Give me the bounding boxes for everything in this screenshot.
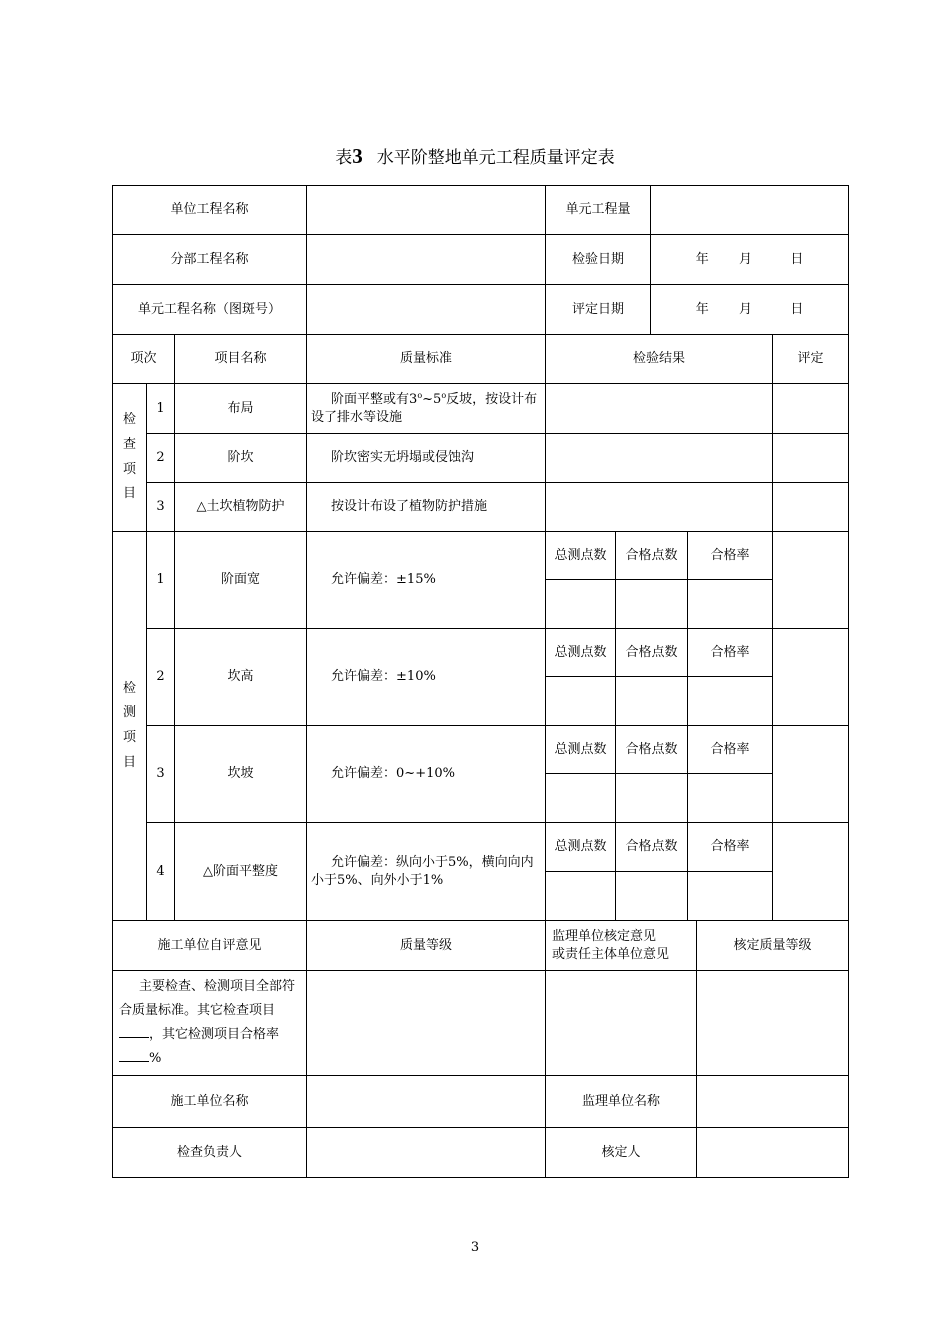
unit-project-name-field[interactable]: [307, 186, 546, 235]
measure-item-evaluation[interactable]: [773, 629, 849, 726]
quality-grade-label: 质量等级: [307, 921, 546, 971]
pass-rate-field[interactable]: [688, 677, 773, 726]
measure-item-no: 1: [147, 532, 175, 629]
unit-quantity-label: 单元工程量: [546, 186, 651, 235]
element-project-name-field[interactable]: [307, 285, 546, 335]
pass-rate-field[interactable]: [688, 872, 773, 921]
check-item-name: △土坎植物防护: [175, 483, 307, 532]
measure-item-evaluation[interactable]: [773, 823, 849, 921]
total-points-header: 总测点数: [546, 726, 616, 774]
contractor-name-label: 施工单位名称: [113, 1076, 307, 1128]
measure-item-evaluation[interactable]: [773, 532, 849, 629]
check-item-name: 阶坎: [175, 434, 307, 483]
measure-item-standard: 允许偏差：纵向小于5%，横向向内小于5%、向外小于1%: [307, 823, 546, 921]
qualified-points-field[interactable]: [616, 872, 688, 921]
measure-item-standard: 允许偏差：±15%: [307, 532, 546, 629]
contractor-name-field[interactable]: [307, 1076, 546, 1128]
measure-item-no: 2: [147, 629, 175, 726]
check-item-name: 布局: [175, 384, 307, 434]
check-item-standard: 阶面平整或有3$^o$~5$^o$反坡，按设计布设了排水等设施: [307, 384, 546, 434]
measure-item-name: 坎高: [175, 629, 307, 726]
qualified-points-field[interactable]: [616, 677, 688, 726]
verified-quality-grade-label: 核定质量等级: [697, 921, 849, 971]
element-project-name-label: 单元工程名称（图斑号）: [113, 285, 307, 335]
day-label: 日: [790, 301, 804, 317]
col-quality-standard: 质量标准: [307, 335, 546, 384]
check-item-no: 1: [147, 384, 175, 434]
pass-rate-blank[interactable]: [119, 1049, 149, 1062]
evaluation-date-field[interactable]: [651, 285, 849, 335]
verifier-label: 核定人: [546, 1128, 697, 1178]
inspector-field[interactable]: [307, 1128, 546, 1178]
check-item-standard: 阶坎密实无坍塌或侵蚀沟: [307, 434, 546, 483]
total-points-field[interactable]: [546, 677, 616, 726]
total-points-field[interactable]: [546, 872, 616, 921]
qualified-points-header: 合格点数: [616, 532, 688, 580]
month-label: 月: [739, 301, 753, 317]
unit-quantity-field[interactable]: [651, 186, 849, 235]
quality-evaluation-table: [112, 185, 849, 1178]
supervisor-name-label: 监理单位名称: [546, 1076, 697, 1128]
qualified-points-header: 合格点数: [616, 726, 688, 774]
total-points-header: 总测点数: [546, 532, 616, 580]
check-item-result[interactable]: [546, 483, 773, 532]
check-item-no: 3: [147, 483, 175, 532]
day-label: 日: [790, 251, 804, 267]
qualified-points-header: 合格点数: [616, 823, 688, 872]
total-points-header: 总测点数: [546, 629, 616, 677]
check-item-result[interactable]: [546, 434, 773, 483]
check-item-evaluation[interactable]: [773, 483, 849, 532]
inspection-date-label: 检验日期: [546, 235, 651, 285]
check-items-blank[interactable]: [119, 1025, 149, 1038]
qualified-points-field[interactable]: [616, 580, 688, 629]
year-label: 年: [695, 301, 709, 317]
col-item-name: 项目名称: [175, 335, 307, 384]
page-number: 3: [470, 1240, 480, 1255]
qualified-points-field[interactable]: [616, 774, 688, 823]
self-eval-text: 主要检查、检测项目全部符合质量标准。其它检查项目，其它检测项目合格率%: [113, 971, 307, 1076]
check-item-result[interactable]: [546, 384, 773, 434]
qualified-points-header: 合格点数: [616, 629, 688, 677]
measure-item-name: 坎坡: [175, 726, 307, 823]
pass-rate-header: 合格率: [688, 629, 773, 677]
title-number: 3: [352, 144, 363, 168]
measure-item-standard: 允许偏差：0~+10%: [307, 726, 546, 823]
check-items-group: 检 查 项 目: [113, 384, 147, 532]
verifier-field[interactable]: [697, 1128, 849, 1178]
check-item-evaluation[interactable]: [773, 384, 849, 434]
supervisor-name-field[interactable]: [697, 1076, 849, 1128]
pass-rate-field[interactable]: [688, 580, 773, 629]
measure-item-no: 4: [147, 823, 175, 921]
inspection-date-field[interactable]: [651, 235, 849, 285]
title-text: 水平阶整地单元工程质量评定表: [376, 148, 615, 168]
supervisor-opinion-field[interactable]: [546, 971, 697, 1076]
quality-grade-field[interactable]: [307, 971, 546, 1076]
contractor-self-eval-label: 施工单位自评意见: [113, 921, 307, 971]
evaluation-date-label: 评定日期: [546, 285, 651, 335]
measure-item-evaluation[interactable]: [773, 726, 849, 823]
total-points-header: 总测点数: [546, 823, 616, 872]
pass-rate-header: 合格率: [688, 532, 773, 580]
pass-rate-field[interactable]: [688, 774, 773, 823]
check-item-evaluation[interactable]: [773, 434, 849, 483]
sub-project-name-label: 分部工程名称: [113, 235, 307, 285]
verified-quality-grade-field[interactable]: [697, 971, 849, 1076]
measure-item-name: △阶面平整度: [175, 823, 307, 921]
check-item-standard: 按设计布设了植物防护措施: [307, 483, 546, 532]
pass-rate-header: 合格率: [688, 726, 773, 774]
check-item-no: 2: [147, 434, 175, 483]
supervisor-opinion-label: 监理单位核定意见 或责任主体单位意见: [546, 921, 697, 971]
measure-item-name: 阶面宽: [175, 532, 307, 629]
measure-item-no: 3: [147, 726, 175, 823]
sub-project-name-field[interactable]: [307, 235, 546, 285]
title-prefix: 表: [335, 148, 353, 168]
col-evaluation: 评定: [773, 335, 849, 384]
year-label: 年: [695, 251, 709, 267]
inspector-label: 检查负责人: [113, 1128, 307, 1178]
pass-rate-header: 合格率: [688, 823, 773, 872]
measure-item-standard: 允许偏差：±10%: [307, 629, 546, 726]
measure-items-group: 检 测 项 目: [113, 532, 147, 921]
total-points-field[interactable]: [546, 774, 616, 823]
total-points-field[interactable]: [546, 580, 616, 629]
month-label: 月: [739, 251, 753, 267]
page-title: [0, 143, 950, 169]
col-item-order: 项次: [113, 335, 175, 384]
col-inspection-result: 检验结果: [546, 335, 773, 384]
unit-project-name-label: 单位工程名称: [113, 186, 307, 235]
